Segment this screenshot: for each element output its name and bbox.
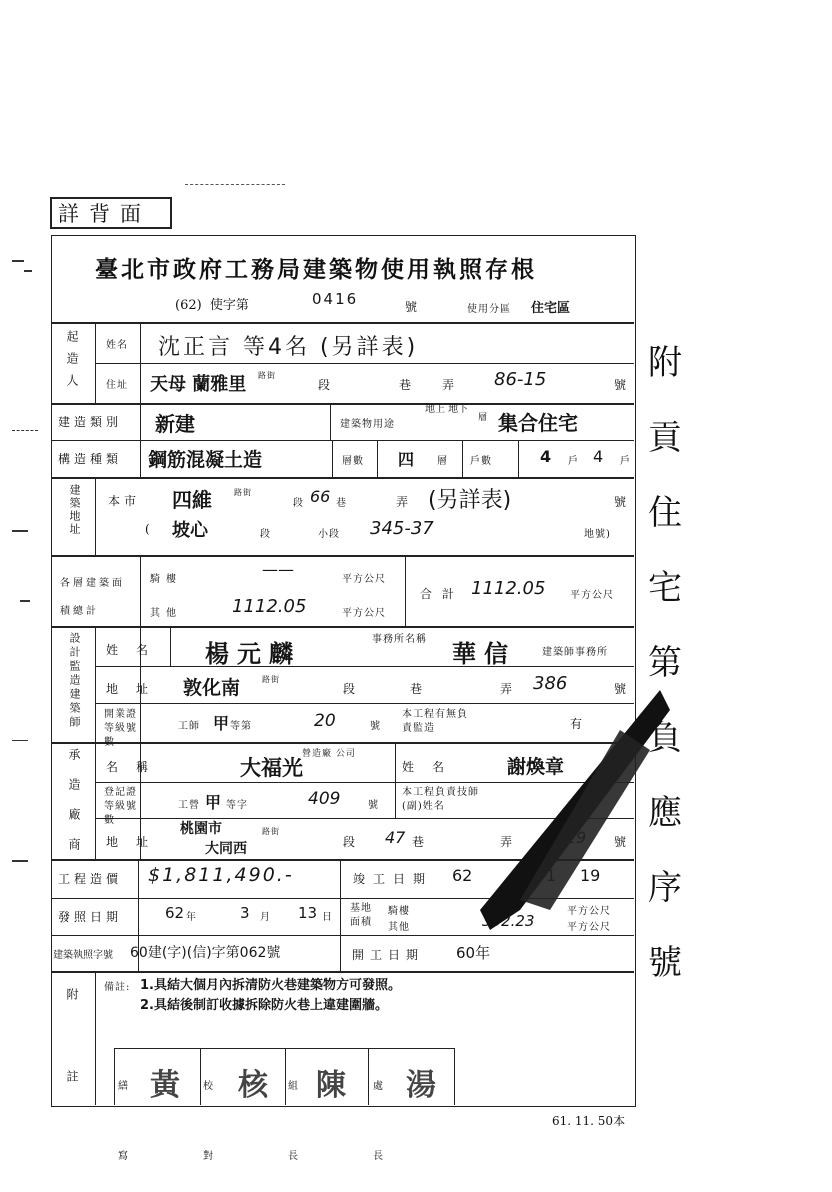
other-label: 其他: [150, 608, 182, 619]
sig-label-4: 處長: [373, 1081, 384, 1162]
use-value: 集合住宅: [498, 411, 578, 435]
site-group-label: 建築地址: [68, 484, 81, 536]
rule: [140, 403, 141, 477]
sig-rule: [368, 1048, 369, 1105]
category-value: 新建: [155, 412, 195, 436]
contractor-address-label: 地址: [106, 835, 167, 849]
rule: [51, 626, 634, 628]
sig-rule: [200, 1048, 201, 1105]
applicant-addr-no: 號: [614, 378, 631, 392]
rule: [51, 322, 634, 324]
units-unit: 戶: [568, 456, 579, 467]
architect-group-label: 設計監造建築師: [68, 632, 81, 730]
use-floors: 地上 地下: [425, 404, 469, 415]
rule: [51, 555, 634, 557]
sig-label-1: 繕寫: [118, 1081, 129, 1162]
license-label: 開業證等級號數: [104, 709, 137, 748]
license-mid: 等第: [230, 721, 252, 732]
rule: [95, 322, 96, 403]
sig-mark-1: 黃: [150, 1068, 180, 1103]
arcade-label: 騎樓: [150, 574, 182, 585]
side-char: 住: [648, 493, 682, 533]
supervisor-value: 有: [570, 717, 587, 731]
sig-label-2: 校對: [203, 1081, 214, 1162]
issue-year: 62: [165, 904, 185, 922]
units-label: 戶數: [470, 456, 492, 467]
total-label: 合計: [420, 587, 465, 601]
completion-label: 竣工日期: [353, 872, 434, 886]
stamp-text: 詳背面: [58, 202, 151, 226]
base-label: 基地面積: [350, 903, 372, 928]
reg-suffix: 號: [368, 800, 379, 811]
margin-marks: [8, 260, 38, 960]
applicant-addr-alley: 弄: [442, 378, 459, 392]
start-label: 開工日期: [352, 948, 425, 962]
contractor-address-city: 桃園市: [180, 821, 222, 837]
rule: [51, 403, 634, 405]
architect-addr-road: 路街: [262, 675, 280, 684]
side-char: 第: [648, 643, 682, 683]
units-unit-2: 戶: [620, 456, 631, 467]
sig-rule: [114, 1048, 115, 1105]
rule: [518, 440, 519, 477]
zone-value: 住宅區: [531, 301, 571, 316]
site-road-unit: 路街: [234, 488, 252, 497]
contractor-addr-no: 號: [614, 835, 631, 849]
units-value: 4: [540, 447, 552, 466]
issue-year-unit: 年: [186, 912, 197, 923]
site-city: 本市: [108, 494, 141, 508]
rule: [340, 859, 341, 971]
form-title: 臺北市政府工務局建築物使用執照存根: [95, 256, 537, 283]
reg-mid: 等字: [226, 800, 248, 811]
base-other-label: 其他: [388, 922, 410, 933]
site-no-unit: 弄: [396, 495, 413, 509]
sig-label-3: 組長: [288, 1081, 299, 1162]
top-dash: [185, 184, 285, 185]
other-value: 1112.05: [232, 596, 307, 617]
note-line-2: 2.具結後制訂收據拆除防火巷上違建圍牆。: [140, 998, 388, 1013]
floors-value: 四: [398, 450, 415, 469]
completion-year: 62: [452, 866, 473, 885]
rule: [330, 403, 331, 440]
issue-day: 13: [298, 904, 318, 922]
contractor-person-value: 謝煥章: [507, 756, 565, 778]
units-value-2: 4: [593, 447, 604, 466]
applicant-name-value: 沈正言 等4名 (另詳表): [158, 335, 419, 360]
rule: [140, 555, 141, 626]
site-road-value: 四維: [172, 488, 212, 512]
total-unit: 平方公尺: [570, 590, 614, 601]
floors-label: 層數: [342, 456, 364, 467]
side-char: 序: [648, 868, 682, 908]
permit-no-value: 60建(字)(信)字第062號: [130, 945, 281, 961]
rule: [114, 1048, 454, 1049]
rule: [377, 440, 378, 477]
office-label: 事務所名稱: [372, 634, 427, 645]
site-remark: (另詳表): [428, 488, 512, 513]
structure-value: 鋼筋混凝土造: [148, 449, 263, 471]
architect-addr-lane: 巷: [410, 682, 427, 696]
applicant-address-value: 天母 蘭雅里: [150, 374, 247, 395]
reg-grade: 甲: [205, 793, 222, 812]
contractor-address-road: 大同西: [205, 841, 247, 857]
applicant-addr-section: 段: [318, 378, 335, 392]
issue-month-unit: 月: [260, 912, 271, 923]
site-lane-unit: 巷: [336, 498, 347, 509]
contractor-group-label: 承造廠商: [67, 748, 81, 868]
contractor-addr-lane: 巷: [412, 835, 429, 849]
permit-line: [175, 294, 249, 313]
side-char: 負: [648, 718, 682, 758]
contractor-addr-lane-value: 47: [385, 828, 406, 847]
permit-year: (62): [175, 298, 202, 313]
architect-name-label: 姓名: [106, 643, 167, 657]
arcade-unit: 平方公尺: [342, 574, 386, 585]
reg-prefix: 工營: [178, 800, 200, 811]
issue-label: 發照日期: [58, 910, 123, 924]
area-group-label: 各層建築面積總計: [60, 578, 125, 617]
license-grade: 甲: [213, 714, 230, 733]
completion-day: 19: [580, 866, 601, 885]
reg-no: 409: [308, 789, 341, 809]
issue-month: 3: [240, 904, 250, 922]
total-value: 1112.05: [471, 578, 546, 599]
site-lane-prefix: 段: [293, 498, 304, 509]
sig-mark-4: 湯: [406, 1068, 436, 1103]
base-arcade-label: 騎樓: [388, 906, 410, 917]
license-no: 20: [314, 711, 336, 731]
rule: [95, 666, 634, 667]
architect-addr-section: 段: [343, 682, 360, 696]
rule: [95, 626, 96, 859]
floors-unit: 層: [437, 456, 448, 467]
start-value: 60年: [456, 944, 491, 962]
applicant-addr-no-value: 86-15: [494, 369, 547, 390]
category-label: 建造類別: [58, 415, 123, 429]
base-unit: 平方公尺: [567, 906, 611, 917]
permit-number: 0416: [312, 290, 359, 308]
contractor-addr-alley: 弄: [500, 835, 517, 849]
sig-mark-2: 核: [238, 1068, 268, 1103]
architect-addr-alley: 弄: [500, 682, 517, 696]
license-suffix: 號: [370, 721, 381, 732]
rule: [51, 477, 634, 479]
site-lot-open: (: [145, 522, 154, 536]
issue-day-unit: 日: [322, 912, 333, 923]
contractor-name-label: 名稱: [106, 760, 167, 774]
sig-rule: [285, 1048, 286, 1105]
structure-label: 構造種類: [58, 452, 123, 466]
cost-value: $1,811,490.-: [148, 864, 294, 886]
side-stamp: [648, 335, 682, 1010]
arcade-value: ——: [262, 560, 294, 579]
applicant-name-label: 姓名: [106, 340, 128, 351]
site-lot-section-unit: 段: [260, 529, 271, 540]
footer-note: 61. 11. 50本: [552, 1114, 626, 1128]
side-char: 應: [648, 793, 682, 833]
zone-label: 使用分區: [467, 304, 511, 315]
rule: [332, 440, 333, 477]
side-char: 附: [648, 343, 682, 383]
rule: [95, 363, 634, 364]
rule: [51, 440, 634, 441]
site-lot-sub: 小段: [318, 529, 340, 540]
office-value: 華信: [452, 640, 516, 668]
side-char: 貢: [648, 418, 682, 458]
permit-suffix: 號: [405, 300, 422, 314]
note-label: 備註:: [104, 982, 131, 993]
architect-address-value: 敦化南: [183, 677, 241, 699]
contractor-addr-section: 段: [343, 835, 360, 849]
contractor-name-suffix: 營造廠 公司: [302, 749, 356, 759]
architect-address-label: 地址: [106, 682, 167, 696]
applicant-address-label: 住址: [106, 380, 128, 391]
site-lot-close: 地號): [584, 529, 611, 540]
base-unit-2: 平方公尺: [567, 922, 611, 933]
license-prefix: 工師: [178, 721, 200, 732]
contractor-addr-road: 路街: [262, 827, 280, 836]
office-suffix: 建築師事務所: [542, 647, 608, 658]
side-char: 宅: [648, 568, 682, 608]
side-char: 號: [648, 943, 682, 983]
other-unit: 平方公尺: [342, 608, 386, 619]
site-lot-section: 坡心: [172, 520, 208, 541]
use-label: 建築物用途: [340, 419, 395, 430]
rule: [395, 742, 396, 818]
architect-addr-no: 號: [614, 682, 631, 696]
permit-no-label: 建築執照字號: [53, 950, 113, 961]
rule: [170, 626, 171, 666]
site-lot-number: 345-37: [370, 518, 434, 539]
permit-prefix: 使字第: [209, 298, 249, 313]
rule: [95, 477, 96, 555]
contractor-name-value: 大福光: [240, 756, 303, 780]
rule: [95, 971, 96, 1105]
ink-smear: [460, 690, 670, 950]
notes-group-label: 附註: [65, 988, 79, 1152]
rule: [405, 555, 406, 626]
applicant-addr-road: 路街: [258, 371, 276, 380]
note-line-1: 1.具結大個月內拆清防火巷建築物方可發照。: [140, 978, 401, 993]
supervisor-label: 本工程有無負責監造: [402, 709, 468, 734]
rule: [462, 440, 463, 477]
reg-label: 登記證等級號數: [104, 787, 137, 826]
rule: [51, 971, 634, 973]
cost-label: 工程造價: [58, 872, 123, 886]
contractor-person-label: 姓名: [402, 760, 463, 774]
architect-name-value: 楊元麟: [205, 640, 301, 668]
engineer-label: 本工程負責技師(副)姓名: [402, 787, 479, 812]
sig-mark-3: 陳: [316, 1068, 346, 1103]
rule: [140, 322, 141, 403]
applicant-addr-lane: 巷: [399, 378, 416, 392]
use-floor-unit: 層: [478, 413, 489, 423]
site-no-label: 號: [614, 495, 631, 509]
applicant-group-label: 起造人: [65, 330, 79, 396]
base-value: 332.23: [482, 912, 535, 930]
architect-addr-no-value: 386: [533, 673, 568, 694]
site-lane-value: 66: [310, 487, 331, 506]
sig-rule: [454, 1048, 455, 1105]
